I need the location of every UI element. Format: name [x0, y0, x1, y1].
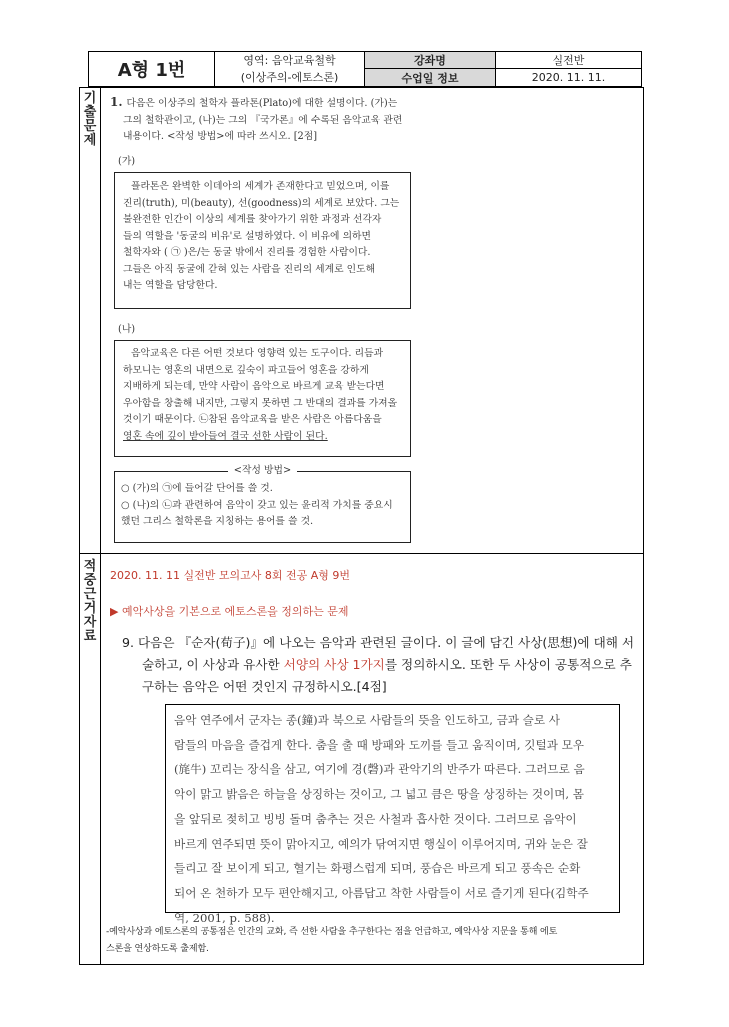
area-sub: (이상주의-에토스론)	[240, 71, 339, 84]
question9-line: 9. 다음은 『순자(荀子)』에 나오는 음악과 관련된 글이다. 이 글에 담긴 사상(思想)에 대해 서	[122, 635, 635, 650]
date-key: 수업일 정보	[401, 71, 459, 85]
topic-line: ▶ 예악사상을 기본으로 에토스론을 정의하는 문제	[110, 605, 349, 618]
course-value-cell	[495, 51, 642, 69]
course-value: 실전반	[552, 54, 585, 67]
date-value-cell	[495, 68, 642, 87]
ga-line: 플라톤은 완벽한 이데아의 세계가 존재한다고 믿었으며, 이를	[131, 181, 390, 192]
quote-line: (旄牛) 꼬리는 장식을 삼고, 여기에 경(磬)과 관악기의 반주가 따른다. 그러므로 음	[174, 762, 585, 777]
ga-box	[114, 172, 411, 309]
quote-line: 악이 맑고 밝음은 하늘을 상징하는 것이고, 그 넓고 큼은 땅을 상징하는 것이며, 몸	[174, 787, 584, 802]
na-box	[114, 340, 411, 457]
method-box	[114, 465, 411, 543]
quote-line: 을 앞뒤로 젖히고 빙빙 돌며 춤추는 것은 사철과 흡사한 것이다. 그러므로 음악이	[174, 811, 577, 826]
date-value: 2020. 11. 11.	[531, 71, 606, 84]
question1	[110, 94, 430, 146]
source-line: 2020. 11. 11 실전반 모의고사 8회 전공 A형 9번	[110, 569, 350, 582]
na-line: 음악교육은 다른 어떤 것보다 영향력 있는 도구이다. 리듬과	[131, 348, 384, 359]
question9	[122, 632, 640, 698]
quote-line: 람들의 마음을 즐겁게 한다. 춤을 출 때 방패와 도끼를 들고 움직이며, 깃털과 모우	[174, 737, 584, 752]
na-label: (나)	[118, 324, 136, 335]
note-line: -예악사상과 에토스론의 공통점은 인간의 교화, 즉 선한 사람을 추구한다는 점을 언급하고, 예악사상 지문을 통해 에토	[106, 927, 558, 937]
type-label: A형 1번	[117, 60, 186, 81]
ga-line: 들의 역할을 '동굴의 비유'로 설명하였다. 이 비유에 의하면	[123, 230, 371, 242]
section1-label: 기 출 문 제	[83, 91, 97, 148]
date-key-cell	[364, 68, 496, 87]
na-line: 지배하게 되는데, 만약 사람이 음악으로 바르게 교육 받는다면	[123, 381, 385, 392]
na-line: 우아함을 창출해 내지만, 그렇지 못하면 그 반대의 결과를 가져올	[123, 397, 398, 409]
section2-label: 적 중 근 거 자 료	[83, 559, 97, 644]
quote-line: 되어 온 천하가 모두 편안해지고, 아름답고 착한 사람들이 서로 즐기게 된다(김학주	[174, 885, 589, 900]
quote-line: 바르게 연주되면 뜻이 맑아지고, 예의가 닦여지면 행실이 이루어지며, 귀와 눈은 잘	[174, 836, 588, 851]
question-number: 1.	[110, 95, 123, 109]
question1-line: 1. 다음은 이상주의 철학자 플라톤(Plato)에 대한 설명이다. (가)는	[110, 95, 398, 109]
ga-line: 내는 역할을 담당한다.	[123, 280, 218, 291]
question1-line: 그의 철학관이고, (나)는 그의 『국가론』에 수록된 음악교육 관련	[123, 114, 403, 126]
course-key: 강좌명	[414, 54, 446, 67]
xunzi-quote-box	[165, 704, 620, 925]
area-label: 영역: 음악교육철학	[243, 54, 336, 67]
row-divider	[79, 553, 644, 554]
question1-line: 내용이다. <작성 방법>에 따라 쓰시오. [2점]	[123, 131, 318, 142]
ga-line: 그들은 아직 동굴에 갇혀 있는 사람을 진리의 세계로 인도해	[123, 263, 376, 275]
method-item: 했던 그리스 철학론을 지칭하는 용어를 쓸 것.	[121, 516, 314, 527]
method-title: <작성 방법>	[115, 463, 410, 480]
type-label-cell	[88, 51, 215, 87]
question9-line: 구하는 음악은 어떤 것인지 규정하시오.[4점]	[142, 679, 387, 694]
question9-line: 술하고, 이 사상과 유사한 서양의 사상 1가지를 정의하시오. 또한 두 사상이 공통적으로 추	[142, 657, 632, 672]
quote-line: 역, 2001, p. 588).	[174, 910, 275, 925]
na-line-underlined: 영혼 속에 깊이 받아들여 결국 선한 사람이 된다.	[123, 430, 328, 442]
ga-line: 철학자와 ( ㉠ )은/는 동굴 밖에서 진리를 경험한 사람이다.	[123, 247, 371, 258]
na-line: 하모니는 영혼의 내면으로 깊숙이 파고들어 영혼을 강하게	[123, 364, 369, 376]
ga-line: 불완전한 인간이 이상의 세계를 찾아가기 위한 과정과 선각자	[123, 214, 382, 225]
ga-label: (가)	[118, 156, 136, 167]
method-item: ○ (가)의 ㉠에 들어갈 단어를 쓸 것.	[121, 483, 273, 494]
note	[106, 924, 642, 958]
label-column-divider	[100, 87, 101, 965]
method-item: ○ (나)의 ㉡과 관련하여 음악이 갖고 있는 윤리적 가치를 중요시	[121, 499, 393, 511]
ga-line: 진리(truth), 미(beauty), 선(goodness)의 세계로 보았다. 그는	[123, 197, 400, 209]
area-cell	[214, 51, 365, 87]
quote-line: 들리고 잘 보이게 되고, 혈기는 화평스럽게 되며, 풍습은 바르게 되고 풍속은 순화	[174, 861, 581, 876]
note-line: 스론을 연상하도록 출제함.	[106, 944, 209, 954]
course-key-cell	[364, 51, 496, 69]
highlight-western-thought: 서양의 사상 1가지	[283, 657, 385, 672]
quote-line: 음악 연주에서 군자는 종(鐘)과 북으로 사람들의 뜻을 인도하고, 금과 슬로 사	[174, 713, 560, 727]
na-line-underlined: 것이기 때문이다. ㉡참된 음악교육을 받은 사람은 아름다움을	[123, 414, 382, 425]
